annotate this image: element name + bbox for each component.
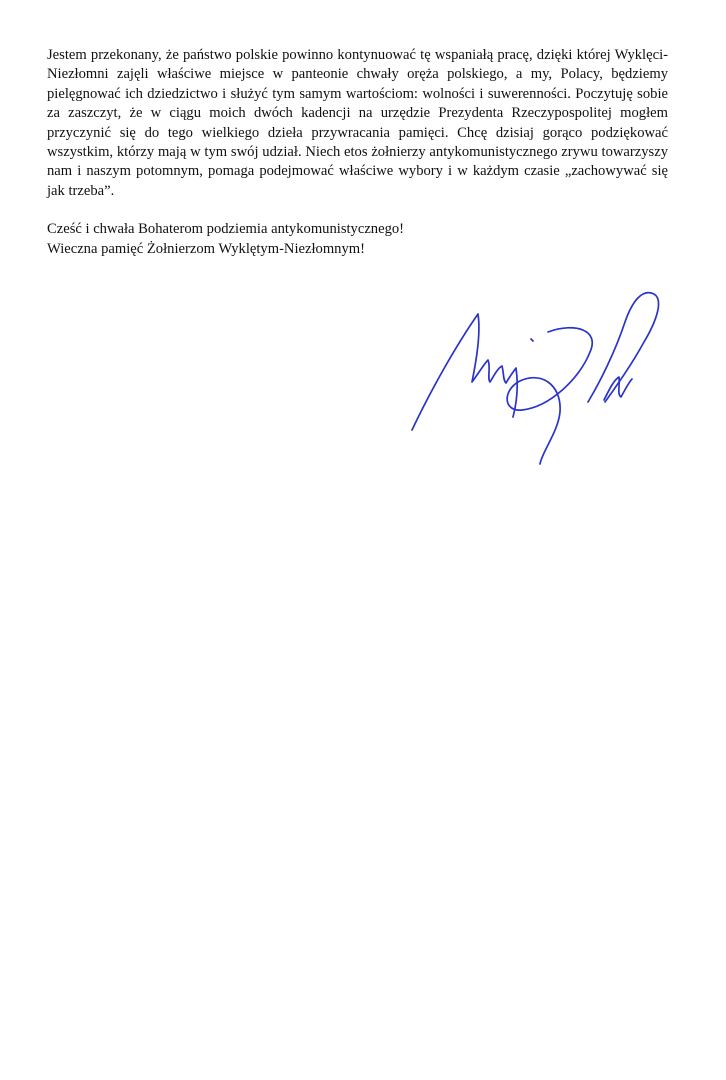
closing-line-1: Cześć i chwała Bohaterom podziemia antykomunistycznego! — [47, 221, 405, 238]
closing-block — [47, 220, 668, 259]
signature-stroke-first-letter — [412, 314, 517, 430]
handwritten-signature — [400, 282, 675, 477]
signature-stroke-loop — [507, 293, 658, 464]
signature-stroke-dot — [531, 339, 533, 341]
main-paragraph: Jestem przekonany, że państwo polskie powinno kontynuować tę wspaniałą pracę, dzięki której Wyklęci-Niezłomni zajęli właściwe miejsce w panteonie chwały oręża polskiego, a my, Polacy, będziemy pielęgnować ich dziedzictwo i służyć tym samym wartościom: wolności i suwerenności. Poczytuję sobie za zaszczyt, że w ciągu moich dwóch kadencji na urzędzie Prezydenta Rzeczypospolitej mogłem przyczynić się do tego wielkiego dzieła przywracania pamięci. Chcę dzisiaj gorąco podziękować wszystkim, którzy mają w tym swój udział. Niech etos żołnierzy antykomunistycznego zrywu towarzyszy nam i naszym potomnym, pomaga podejmować właściwe wybory i w każdym czasie „zachowywać się jak trzeba”. — [47, 47, 668, 199]
closing-line-2: Wieczna pamięć Żołnierzom Wyklętym-Niezłomnym! — [47, 240, 365, 257]
letter-body — [47, 46, 668, 259]
